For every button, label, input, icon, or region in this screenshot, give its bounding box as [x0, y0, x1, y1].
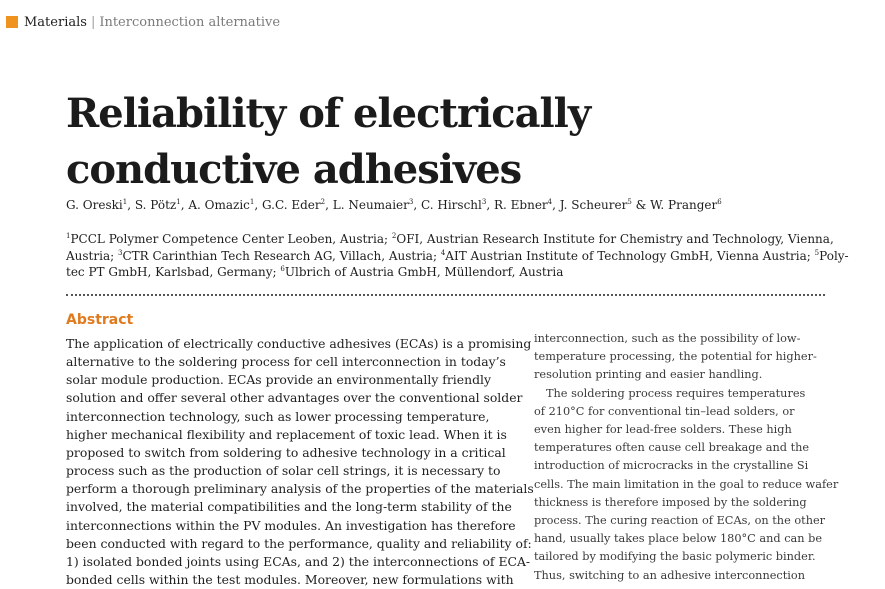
body-line: process. The curing reaction of ECAs, on the other [534, 514, 826, 528]
author-name: W. Pranger [650, 198, 718, 212]
subsection-name: Interconnection alternative [99, 14, 281, 30]
dotted-divider [66, 294, 825, 296]
affiliations [66, 231, 849, 281]
abstract-line: higher mechanical flexibility and replacement of toxic lead. When it is [66, 426, 507, 442]
author-separator: , [127, 198, 135, 212]
author-affiliation-number: 4 [547, 198, 553, 206]
affiliation-text: tec PT GmbH, Karlsbad, Germany; [66, 265, 281, 280]
affiliation-number: 3 [117, 248, 123, 257]
author-separator: , [552, 198, 560, 212]
section-marker-square [6, 16, 18, 28]
body-line: introduction of microcracks in the crystalline Si [534, 459, 809, 473]
affiliation-number: 4 [440, 248, 446, 257]
abstract-line: solution and offer several other advantages over the conventional solder [66, 390, 523, 406]
body-line: resolution printing and easier handling. [534, 368, 763, 382]
abstract-line: been conducted with regard to the performance, quality and reliability of: [66, 535, 532, 551]
abstract-line: alternative to the soldering process for cell interconnection in today’s [66, 354, 506, 370]
affiliation-text: CTR Carinthian Tech Research AG, Villach, Austria; [122, 248, 441, 263]
author-affiliation-number: 1 [176, 198, 181, 206]
affiliation-number: 5 [814, 248, 820, 257]
section-name: Materials [24, 14, 87, 30]
affiliation-number: 6 [280, 265, 285, 274]
author-separator: , [254, 198, 262, 212]
author-affiliation-number: 6 [717, 198, 722, 206]
abstract-line: involved, the material compatibilities and the long-term stability of the [66, 499, 512, 515]
author-affiliation-number: 1 [249, 198, 255, 206]
body-line: cells. The main limitation in the goal to reduce wafer [534, 477, 839, 491]
body-line: The soldering process requires temperatures [546, 386, 806, 400]
affiliation-text: Austria; [66, 248, 118, 263]
author-affiliation-number: 1 [122, 198, 128, 206]
section-header [6, 13, 280, 31]
affiliation-text: AIT Austrian Institute of Technology GmbH, Vienna Austria; [445, 248, 815, 263]
affiliation-number: 2 [391, 232, 397, 240]
affiliation-line [66, 264, 826, 281]
author-affiliation-number: 2 [320, 198, 326, 206]
author-name: J. Scheurer [559, 198, 628, 212]
abstract-line: The application of electrically conductive adhesives (ECAs) is a promising [66, 336, 532, 351]
author-name: G. Oreski [66, 198, 123, 212]
affiliation-text: Ulbrich of Austria GmbH, Müllendorf, Austria [284, 265, 564, 280]
affiliation-text: PCCL Polymer Competence Center Leoben, Austria; [70, 232, 392, 246]
author-affiliation-number: 3 [408, 198, 414, 206]
affiliation-line [66, 248, 849, 265]
body-line: thickness is therefore imposed by the soldering [534, 495, 807, 509]
author-separator: & [631, 198, 651, 212]
body-line: of 210°C for conventional tin–lead solders, or [534, 404, 795, 418]
abstract-heading: Abstract [66, 312, 134, 328]
affiliation-number: 1 [66, 232, 71, 240]
body-line: temperature processing, the potential for higher- [534, 350, 817, 364]
author-separator: , [486, 198, 494, 212]
abstract-text [66, 335, 534, 589]
author-affiliation-number: 3 [481, 198, 487, 206]
abstract-line: bonded cells within the test modules. Moreover, new formulations with [66, 572, 514, 588]
author-name: G.C. Eder [262, 198, 321, 212]
body-line: temperatures often cause cell breakage and the [534, 441, 810, 455]
author-name: L. Neumaier [332, 198, 409, 212]
abstract-line: interconnections within the PV modules. An investigation has therefore [66, 517, 516, 533]
abstract-line: 1) isolated bonded joints using ECAs, and 2) the interconnections of ECA- [66, 553, 531, 569]
author-list [66, 198, 722, 212]
author-name: C. Hirschl [421, 198, 482, 212]
affiliation-line [66, 231, 834, 248]
author-name: S. Pötz [134, 198, 177, 212]
body-text-column [534, 330, 839, 585]
author-separator: , [413, 198, 421, 212]
abstract-line: interconnection technology, such as lower processing temperature, [66, 408, 490, 424]
body-line: hand, usually takes place below 180°C and can be [534, 532, 823, 546]
section-separator: | [90, 14, 96, 30]
affiliation-text: OFI, Austrian Research Institute for Chemistry and Technology, Vienna, [396, 232, 834, 246]
author-affiliation-number: 5 [627, 198, 632, 206]
author-name: A. Omazic [188, 198, 250, 212]
author-separator: , [180, 198, 189, 212]
abstract-line: perform a thorough preliminary analysis of the properties of the materials [66, 481, 534, 497]
title-line: Reliability of electrically [66, 90, 591, 137]
article-title [66, 86, 786, 198]
abstract-line: process such as the production of solar cell strings, it is necessary to [66, 463, 501, 479]
title-line: conductive adhesives [66, 146, 522, 193]
body-line: Thus, switching to an adhesive interconnection [534, 568, 805, 582]
author-name: R. Ebner [493, 198, 548, 212]
affiliation-text: Poly- [819, 248, 849, 263]
abstract-line: proposed to switch from soldering to adhesive technology in a critical [66, 444, 506, 460]
abstract-line: solar module production. ECAs provide an environmentally friendly [66, 372, 491, 388]
body-line: tailored by modifying the basic polymeric binder. [534, 550, 816, 564]
body-line: even higher for lead-free solders. These high [534, 423, 792, 437]
author-separator: , [325, 198, 333, 212]
body-line: interconnection, such as the possibility of low- [534, 332, 801, 345]
